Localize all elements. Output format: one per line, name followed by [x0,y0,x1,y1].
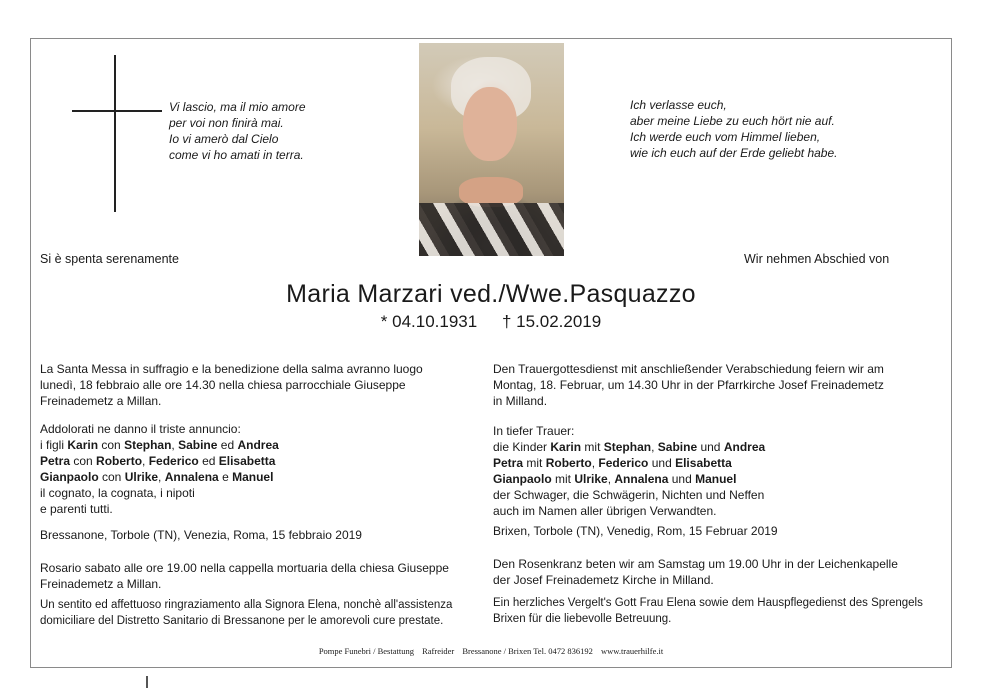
italian-rosary-text [40,560,449,592]
text-line: Ein herzliches Vergelt's Gott Frau Elena sowie dem Hauspflegedienst des Sprengels [493,597,923,609]
text-line: in Milland. [493,394,548,408]
poem-line: wie ich euch auf der Erde geliebt habe. [630,146,838,160]
text-line: Freinademetz a Millan. [40,394,162,408]
label-italian: Si è spenta serenamente [40,252,179,266]
cross-icon-horizontal [72,110,162,112]
poem-italian [169,99,306,163]
text-line: La Santa Messa in suffragio e la benedizione della salma avranno luogo [40,362,423,376]
text-line: Rosario sabato alle ore 19.00 nella cappella mortuaria della chiesa Giuseppe [40,561,449,575]
funeral-home-footer [0,646,982,656]
text-line: Montag, 18. Februar, um 14.30 Uhr in der Pfarrkirche Josef Freinademetz [493,378,884,392]
german-place-date: Brixen, Torbole (TN), Venedig, Rom, 15 Februar 2019 [493,524,778,538]
text-line: Freinademetz a Millan. [40,577,162,591]
footer-service: Pompe Funebri / Bestattung [318,646,414,656]
death-date: † 15.02.2019 [501,312,602,331]
poem-line: Io vi amerò dal Cielo [169,132,279,146]
deceased-name: Maria Marzari ved./Wwe.Pasquazzo [286,280,696,308]
birth-date: * 04.10.1931 [380,312,478,331]
photo-face [463,87,517,161]
text-line: Addolorati ne danno il triste annuncio: [40,422,241,436]
label-german: Wir nehmen Abschied von [744,252,890,266]
german-thanks-text [493,595,923,627]
footer-website: www.trauerhilfe.it [600,646,664,656]
photo-dress [419,203,564,256]
text-line: il cognato, la cognata, i nipoti [40,486,195,500]
text-line: Den Rosenkranz beten wir am Samstag um 19.00 Uhr in der Leichenkapelle [493,557,898,571]
italian-thanks-text [40,597,452,629]
footer-contact: Bressanone / Brixen Tel. 0472 836192 [462,646,593,656]
poem-line: aber meine Liebe zu euch hört nie auf. [630,114,835,128]
text-line: In tiefer Trauer: [493,424,575,438]
italian-place-date: Bressanone, Torbole (TN), Venezia, Roma, 15 febbraio 2019 [40,528,362,542]
italian-family-list [40,421,279,517]
family-line: Gianpaolo mit Ulrike, Annalena und Manuel [493,472,737,486]
poem-german [630,97,837,161]
text-line: der Josef Freinademetz Kirche in Milland. [493,573,714,587]
text-line: Den Trauergottesdienst mit anschließender Verabschiedung feiern wir am [493,362,884,376]
poem-line: Ich verlasse euch, [630,98,727,112]
text-line: auch im Namen aller übrigen Verwandten. [493,504,717,518]
italian-mass-text [40,361,423,409]
family-line: Gianpaolo con Ulrike, Annalena e Manuel [40,470,274,484]
german-mass-text [493,361,884,409]
german-rosary-text [493,556,898,588]
portrait-photo [419,43,564,256]
family-line: Petra mit Roberto, Federico und Elisabetta [493,456,732,470]
family-line: Petra con Roberto, Federico ed Elisabetta [40,454,276,468]
poem-line: Vi lascio, ma il mio amore [169,100,306,114]
text-line: Un sentito ed affettuoso ringraziamento alla Signora Elena, nonchè all'assistenza [40,599,453,611]
text-line: lunedì, 18 febbraio alle ore 14.30 nella chiesa parrocchiale Giuseppe [40,378,406,392]
scan-mark [146,676,148,688]
text-line: domiciliare del Distretto Sanitario di Bressanone per le amorevoli cure prestate. [40,615,444,627]
life-dates [0,312,982,332]
text-line: Brixen für die liebevolle Betreuung. [493,613,672,625]
cross-icon-vertical [114,55,116,212]
poem-line: per voi non finirà mai. [169,116,284,130]
poem-line: come vi ho amati in terra. [169,148,304,162]
text-line: der Schwager, die Schwägerin, Nichten und Neffen [493,488,765,502]
poem-line: Ich werde euch vom Himmel lieben, [630,130,821,144]
footer-company: Rafreider [422,646,455,656]
text-line: e parenti tutti. [40,502,113,516]
family-line: i figli Karin con Stephan, Sabine ed Andrea [40,438,279,452]
german-family-list [493,423,765,519]
family-line: die Kinder Karin mit Stephan, Sabine und Andrea [493,440,766,454]
